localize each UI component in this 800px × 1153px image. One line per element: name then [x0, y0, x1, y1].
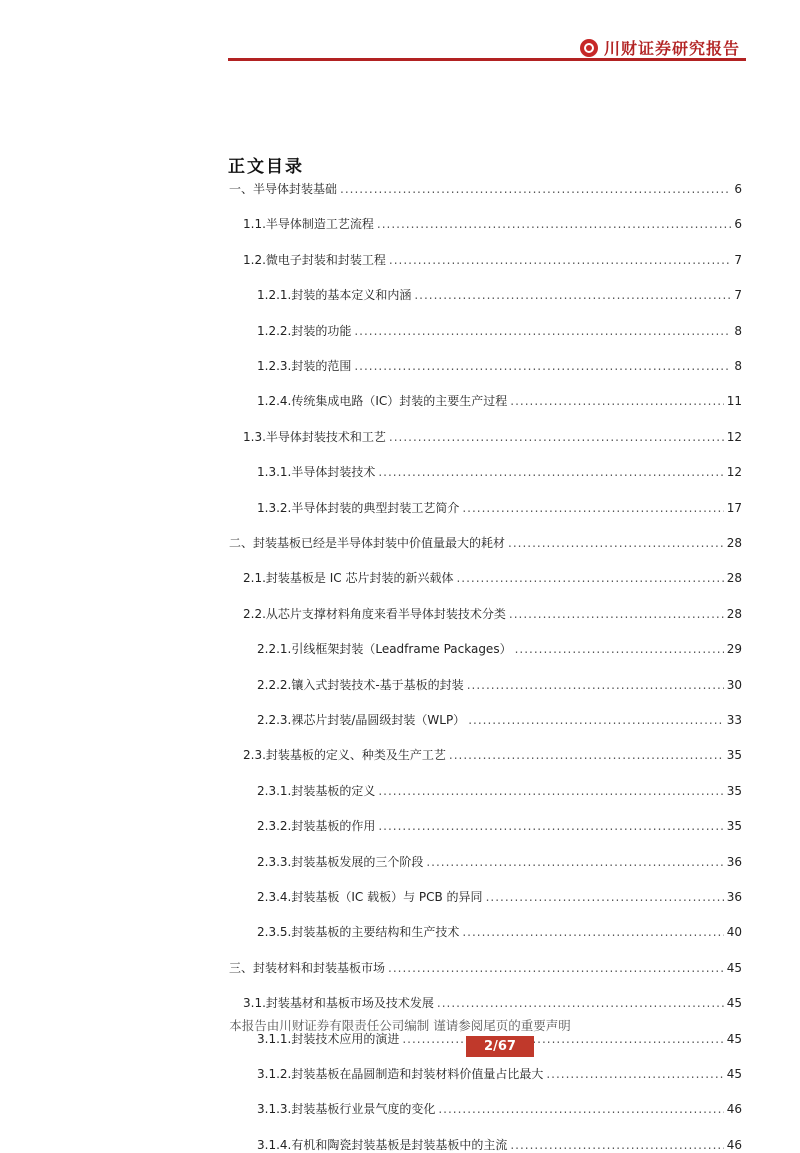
toc-entry[interactable] [243, 252, 742, 268]
toc-entry-label: 2.2.2.镶入式封装技术-基于基板的封装 [257, 677, 464, 692]
dot-leader [508, 535, 724, 551]
toc-entry-label: 3.1.1.封装技术应用的演进 [257, 1031, 400, 1046]
toc-entry-page: 7 [734, 288, 742, 303]
toc-entry-page: 45 [726, 960, 742, 975]
toc-entry-page: 11 [726, 394, 742, 409]
header-brand [580, 36, 740, 59]
toc-entry-label: 2.3.5.封装基板的主要结构和生产技术 [257, 925, 460, 940]
dot-leader [354, 323, 731, 339]
toc-entry-label: 3.1.4.有机和陶瓷封装基板是封装基板中的主流 [257, 1137, 508, 1152]
toc-entry-page: 12 [726, 465, 742, 480]
toc-entry-label: 1.3.半导体封装技术和工艺 [243, 429, 386, 444]
toc-entry-page: 8 [734, 323, 742, 338]
toc-entry-label: 3.1.封装基材和基板市场及技术发展 [243, 996, 434, 1011]
toc-entry-label: 1.2.2.封装的功能 [257, 323, 352, 338]
toc-entry-page: 33 [726, 713, 742, 727]
toc-entry-label: 2.2.1.引线框架封装（Leadframe Packages） [257, 642, 512, 657]
toc-entry-label: 2.3.2.封装基板的作用 [257, 819, 376, 834]
toc-entry-page: 17 [726, 500, 742, 515]
toc-entry-page: 30 [726, 677, 742, 692]
toc-entry[interactable] [257, 889, 742, 905]
dot-leader [515, 641, 724, 657]
toc-entry[interactable] [257, 783, 742, 799]
toc-entry[interactable] [243, 570, 742, 586]
dot-leader [462, 500, 723, 516]
toc-entry[interactable] [243, 606, 742, 622]
toc-entry-label: 1.2.3.封装的范围 [257, 359, 352, 373]
dot-leader [414, 287, 731, 303]
toc-entry-label: 3.1.2.封装基板在晶圆制造和封装材料价值量占比最大 [257, 1067, 544, 1081]
dot-leader [546, 1066, 723, 1082]
toc-entry-page: 6 [734, 182, 742, 196]
toc-entry-page: 6 [734, 217, 742, 232]
dot-leader [377, 216, 731, 232]
dot-leader [389, 429, 724, 445]
dot-leader [340, 181, 731, 197]
toc-entry-label: 2.3.1.封装基板的定义 [257, 783, 376, 798]
dot-leader [462, 924, 723, 940]
toc-entry[interactable] [243, 995, 742, 1011]
chuancai-logo-icon [580, 39, 598, 57]
toc-entry-page: 28 [726, 571, 742, 586]
toc-entry[interactable] [257, 818, 742, 834]
header-divider [228, 58, 746, 61]
toc-entry[interactable] [257, 393, 742, 409]
toc-entry-label: 1.2.微电子封装和封装工程 [243, 252, 386, 267]
toc-entry[interactable] [257, 323, 742, 339]
toc-entry[interactable] [257, 854, 742, 870]
toc-entry-page: 35 [726, 783, 742, 798]
toc-entry-page: 28 [726, 536, 742, 550]
toc-entry[interactable] [243, 747, 742, 763]
toc-entry-page: 8 [734, 359, 742, 373]
dot-leader [510, 393, 723, 409]
toc-entry-page: 35 [726, 748, 742, 763]
toc-entry-page: 46 [726, 1137, 742, 1152]
dot-leader [467, 677, 724, 693]
dot-leader [509, 606, 724, 622]
dot-leader [468, 712, 724, 728]
toc-entry-page: 7 [734, 252, 742, 267]
dot-leader [378, 818, 723, 834]
toc-entry-label: 2.2.从芯片支撑材料角度来看半导体封装技术分类 [243, 606, 506, 621]
toc-entry-label: 2.2.3.裸芯片封装/晶圆级封装（WLP） [257, 713, 466, 727]
toc-entry[interactable] [257, 358, 742, 374]
dot-leader [426, 854, 723, 870]
toc-entry-page: 29 [726, 642, 742, 657]
toc-entry-page: 45 [726, 996, 742, 1011]
toc-entry[interactable] [257, 1137, 742, 1153]
toc-entry[interactable] [257, 924, 742, 940]
toc-title: 正文目录 [228, 157, 304, 177]
toc-entry[interactable] [257, 464, 742, 480]
footer-disclaimer: 本报告由川财证券有限责任公司编制 谨请参阅尾页的重要声明 [229, 1018, 571, 1033]
toc-entry-page: 46 [726, 1102, 742, 1117]
toc-entry-label: 二、封装基板已经是半导体封装中价值量最大的耗材 [229, 536, 506, 550]
toc-entry-page: 35 [726, 819, 742, 834]
toc-entry-page: 45 [726, 1067, 742, 1081]
dot-leader [456, 570, 723, 586]
page-indicator: 2/67 [466, 1036, 534, 1057]
toc-entry-page: 36 [726, 854, 742, 869]
dot-leader [438, 1101, 723, 1117]
dot-leader [354, 358, 731, 374]
dot-leader [449, 747, 724, 763]
toc-entry-label: 1.2.4.传统集成电路（IC）封装的主要生产过程 [257, 394, 508, 409]
toc-entry-label: 2.3.4.封装基板（IC 载板）与 PCB 的异同 [257, 890, 483, 904]
toc-entry-label: 1.2.1.封装的基本定义和内涵 [257, 288, 412, 303]
toc-entry[interactable] [257, 1066, 742, 1082]
toc-entry[interactable] [257, 712, 742, 728]
toc-entry-label: 三、封装材料和封装基板市场 [229, 960, 386, 975]
toc-entry-label: 2.1.封装基板是 IC 芯片封装的新兴载体 [243, 571, 454, 586]
toc-entry-label: 一、半导体封装基础 [229, 182, 338, 196]
dot-leader [389, 252, 731, 268]
toc-entry-label: 1.3.2.半导体封装的典型封装工艺简介 [257, 500, 460, 515]
toc-entry[interactable] [243, 429, 742, 445]
toc-entry-label: 3.1.3.封装基板行业景气度的变化 [257, 1102, 436, 1117]
toc-entry-page: 45 [726, 1031, 742, 1046]
toc-entry[interactable] [243, 216, 742, 232]
toc-entry-label: 2.3.3.封装基板发展的三个阶段 [257, 854, 424, 869]
toc-entry[interactable] [229, 181, 742, 197]
dot-leader [486, 889, 724, 905]
brand-name: 川财证券研究报告 [603, 39, 740, 58]
dot-leader [378, 464, 723, 480]
toc-entry-label: 1.3.1.半导体封装技术 [257, 465, 376, 480]
dot-leader [510, 1137, 723, 1153]
dot-leader [437, 995, 724, 1011]
toc-entry-page: 36 [726, 890, 742, 904]
dot-leader [388, 960, 724, 976]
dot-leader [378, 783, 723, 799]
toc-entry[interactable] [257, 677, 742, 693]
toc-entry[interactable] [229, 960, 742, 976]
toc-entry[interactable] [257, 287, 742, 303]
toc-entry-label: 1.1.半导体制造工艺流程 [243, 217, 374, 232]
toc-entry[interactable] [257, 1101, 742, 1117]
toc-entry-label: 2.3.封装基板的定义、种类及生产工艺 [243, 748, 446, 763]
toc-entry-page: 40 [726, 925, 742, 940]
toc-entry-page: 28 [726, 606, 742, 621]
toc-entry[interactable] [257, 641, 742, 657]
toc-entry-page: 12 [726, 429, 742, 444]
toc-entry[interactable] [257, 500, 742, 516]
toc-entry[interactable] [229, 535, 742, 551]
